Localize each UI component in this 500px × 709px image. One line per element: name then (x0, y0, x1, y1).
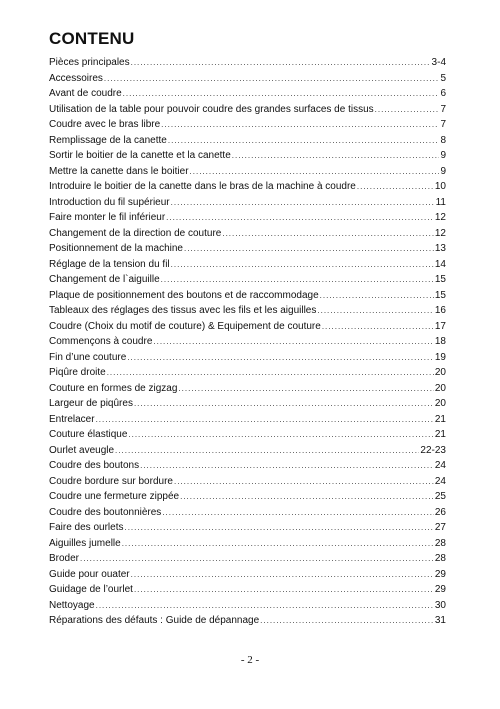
toc-entry-page: 17 (434, 320, 446, 332)
toc-entry-label: Réglage de la tension du fil (49, 258, 170, 270)
toc-entry-label: Couture en formes de zigzag (49, 382, 178, 394)
dot-leader (171, 257, 434, 273)
dot-leader (96, 412, 434, 428)
toc-entry (49, 210, 446, 226)
toc-entry-label: Largeur de piqûres (49, 398, 133, 409)
toc-entry-label: Plaque de positionnement des boutons et de raccommodage (49, 289, 319, 301)
toc-entry-page: 29 (434, 568, 446, 580)
page-number: - 2 - (240, 654, 260, 666)
toc-entry-page: 21 (434, 429, 446, 440)
toc-entry (49, 520, 446, 536)
toc-entry-label: Ourlet aveugle (49, 444, 115, 456)
toc-entry-label: Avant de coudre (49, 88, 122, 99)
toc-entry (49, 613, 446, 629)
toc-entry-label: Fin d’une couture (49, 351, 127, 363)
toc-entry (49, 148, 446, 164)
toc-entry-label: Coudre (Choix du motif de couture) & Equipement de couture (49, 320, 321, 332)
dot-leader (171, 195, 435, 211)
toc-entry (49, 489, 446, 505)
toc-entry-page: 29 (434, 584, 446, 595)
toc-entry (49, 303, 446, 319)
toc-entry-page: 16 (434, 305, 446, 316)
toc-entry (49, 458, 446, 474)
dot-leader (124, 520, 433, 536)
dot-leader (96, 598, 434, 614)
dot-leader (375, 102, 440, 118)
toc-entry-page: 8 (440, 134, 446, 146)
dot-leader (131, 567, 434, 583)
toc-entry (49, 288, 446, 304)
dot-leader (134, 582, 434, 598)
toc-entry-page: 21 (434, 413, 446, 425)
toc-entry (49, 598, 446, 614)
dot-leader (260, 613, 434, 629)
dot-leader (123, 86, 440, 102)
toc-entry-label: Tableaux des réglages des tissus avec les fils et les aiguilles (49, 305, 317, 316)
toc-entry (49, 257, 446, 273)
dot-leader (107, 365, 434, 381)
dot-leader (320, 288, 434, 304)
toc-entry (49, 195, 446, 211)
dot-leader (357, 179, 434, 195)
toc-entry-page: 3-4 (431, 57, 446, 68)
toc-entry-label: Coudre des boutonnières (49, 506, 162, 518)
toc-entry (49, 164, 446, 180)
toc-entry-page: 25 (434, 491, 446, 502)
toc-entry-page: 30 (434, 599, 446, 611)
toc-entry-page: 28 (434, 537, 446, 549)
dot-leader (232, 148, 440, 164)
toc-entry-page: 10 (434, 181, 446, 192)
dot-leader (104, 71, 440, 87)
toc-entry-page: 5 (440, 72, 446, 84)
toc-entry-page: 15 (434, 289, 446, 301)
toc-entry-label: Coudre bordure sur bordure (49, 475, 173, 487)
dot-leader (115, 443, 419, 459)
toc-entry-page: 31 (434, 615, 446, 626)
toc-entry-page: 12 (434, 212, 446, 223)
dot-leader (317, 303, 434, 319)
toc-entry-page: 6 (440, 88, 446, 99)
dot-leader (162, 505, 434, 521)
dot-leader (131, 55, 431, 71)
toc-entry-page: 14 (434, 258, 446, 270)
toc-entry-page: 28 (434, 553, 446, 564)
toc-entry-label: Sortir le boitier de la canette et la canette (49, 150, 231, 161)
toc-entry (49, 86, 446, 102)
toc-entry (49, 117, 446, 133)
toc-entry-label: Faire des ourlets (49, 522, 124, 533)
dot-leader (322, 319, 434, 335)
page-title: CONTENU (49, 29, 135, 49)
toc-entry-page: 24 (434, 460, 446, 471)
dot-leader (122, 536, 434, 552)
toc-entry-page: 22-23 (420, 444, 446, 456)
toc-entry (49, 551, 446, 567)
toc-entry (49, 381, 446, 397)
toc-entry-label: Coudre des boutons (49, 460, 140, 471)
toc-entry (49, 582, 446, 598)
toc-entry (49, 71, 446, 87)
toc-entry-page: 12 (434, 227, 446, 239)
toc-entry-label: Piqûre droite (49, 367, 106, 378)
toc-entry (49, 226, 446, 242)
toc-entry-label: Aiguilles jumelle (49, 537, 121, 549)
toc-entry (49, 55, 446, 71)
dot-leader (184, 241, 434, 257)
toc-entry-label: Guidage de l’ourlet (49, 584, 133, 595)
toc-entry (49, 365, 446, 381)
toc-entry-label: Réparations des défauts : Guide de dépannage (49, 615, 260, 626)
toc-entry (49, 102, 446, 118)
toc-entry (49, 412, 446, 428)
toc-entry (49, 443, 446, 459)
toc-entry-label: Guide pour ouater (49, 568, 130, 580)
toc-entry-label: Coudre une fermeture zippée (49, 491, 180, 502)
toc-entry-label: Utilisation de la table pour pouvoir coudre des grandes surfaces de tissus (49, 103, 374, 115)
toc-entry-page: 24 (434, 475, 446, 487)
toc-entry (49, 179, 446, 195)
dot-leader (161, 272, 434, 288)
toc-entry (49, 241, 446, 257)
toc-entry (49, 319, 446, 335)
dot-leader (190, 164, 440, 180)
toc-entry-label: Coudre avec le bras libre (49, 119, 161, 130)
toc-entry-page: 9 (440, 150, 446, 161)
table-of-contents (49, 55, 446, 629)
dot-leader (140, 458, 434, 474)
toc-entry-label: Introduire le boitier de la canette dans le bras de la machine à coudre (49, 181, 356, 192)
dot-leader (80, 551, 434, 567)
toc-entry-page: 7 (440, 103, 446, 115)
toc-entry (49, 505, 446, 521)
toc-entry-label: Broder (49, 553, 80, 564)
toc-entry-label: Entrelacer (49, 413, 95, 425)
toc-entry-page: 15 (434, 274, 446, 285)
toc-entry-page: 20 (434, 382, 446, 394)
dot-leader (153, 334, 433, 350)
toc-entry-page: 11 (435, 196, 446, 208)
toc-entry-label: Positionnement de la machine (49, 243, 183, 254)
toc-entry-label: Pièces principales (49, 57, 130, 68)
toc-entry-label: Faire monter le fil inférieur (49, 212, 166, 223)
toc-entry (49, 350, 446, 366)
toc-entry-page: 19 (434, 351, 446, 363)
dot-leader (222, 226, 434, 242)
dot-leader (134, 396, 434, 412)
toc-entry (49, 427, 446, 443)
dot-leader (174, 474, 434, 490)
dot-leader (127, 350, 434, 366)
dot-leader (180, 489, 434, 505)
dot-leader (166, 210, 434, 226)
toc-entry-label: Remplissage de la canette (49, 134, 167, 146)
dot-leader (178, 381, 433, 397)
toc-entry-label: Changement de la direction de couture (49, 227, 222, 239)
toc-entry (49, 133, 446, 149)
toc-entry (49, 567, 446, 583)
toc-entry-page: 20 (434, 367, 446, 378)
toc-entry-page: 13 (434, 243, 446, 254)
toc-entry-page: 9 (440, 165, 446, 177)
toc-entry-page: 7 (440, 119, 446, 130)
dot-leader (161, 117, 439, 133)
toc-entry-page: 18 (434, 336, 446, 347)
toc-entry-label: Accessoires (49, 72, 103, 84)
toc-entry-label: Commençons à coudre (49, 336, 153, 347)
toc-entry-page: 27 (434, 522, 446, 533)
dot-leader (128, 427, 433, 443)
toc-entry-label: Couture élastique (49, 429, 128, 440)
toc-entry (49, 396, 446, 412)
toc-entry-label: Nettoyage (49, 599, 95, 611)
toc-entry-page: 26 (434, 506, 446, 518)
toc-entry (49, 474, 446, 490)
toc-entry-label: Changement de l`aiguille (49, 274, 160, 285)
dot-leader (168, 133, 440, 149)
toc-entry-page: 20 (434, 398, 446, 409)
toc-entry (49, 272, 446, 288)
toc-entry-label: Mettre la canette dans le boitier (49, 165, 189, 177)
toc-entry (49, 334, 446, 350)
toc-entry-label: Introduction du fil supérieur (49, 196, 170, 208)
toc-entry (49, 536, 446, 552)
